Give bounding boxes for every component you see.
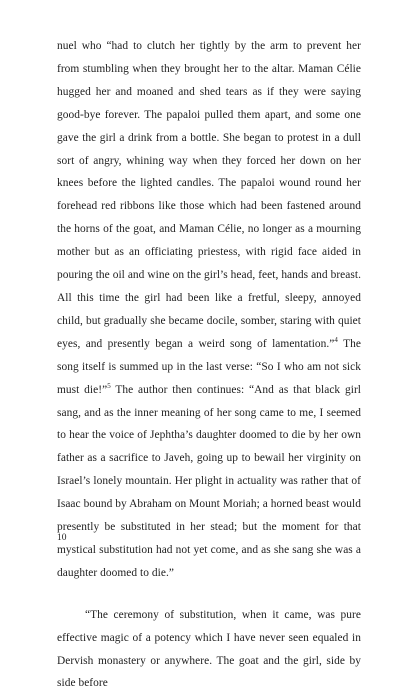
body-text	[57, 35, 361, 695]
paragraph-2-text-1: “The ceremony of substitution, when it came, was pure effective magic of a potency which I have never seen equaled in Dervish monastery or anywhere. The goat and the girl, side by side before	[57, 608, 361, 690]
footnote-marker-5: 5	[107, 381, 111, 390]
footnote-marker-4: 4	[334, 335, 338, 344]
paragraph-1-text-3: The author then continues: “And as that black girl sang, and as the inner meaning of her song came to me, I seemed to hear the voice of Jephtha’s daughter doomed to die by her own father as a sacrifice to Javeh, going up to bewail her virginity on Israel’s lonely mountain. Her plight in actuality was rather that of Isaac bound by Abraham on Mount Moriah; a horned beast would presently be substituted in her stead; but the moment for that mystical substitution had not yet come, and as she sang she was a daughter doomed to die.”	[57, 383, 362, 579]
paragraph-2	[57, 604, 361, 695]
page-number: 10	[57, 533, 67, 543]
paragraph-1-text-1: nuel who “had to clutch her tightly by the arm to prevent her from stumbling when they brought her to the altar. Maman Célie hugged her and moaned and shed tears as if they were saying good-bye forever. The papaloi pulled them apart, and some one gave the girl a drink from a bottle. She began to protest in a dull sort of angry, whining way when they forced her down on her knees before the lighted candles. The papaloi wound round her forehead red ribbons like those which had been fastened around the horns of the goat, and Maman Célie, no longer as a mourning mother but as an officiating priestess, with rigid face aided in pouring the oil and wine on the girl’s head, feet, hands and breast. All this time the girl had been like a fretful, sleepy, annoyed child, but gradually she became docile, somber, staring with quiet eyes, and presently began a weird song of lamentation.”	[57, 40, 361, 350]
paragraph-1	[57, 35, 361, 585]
paragraph-1-text-2: The song itself is summed up in the last verse: “So I who am not sick must die!”	[57, 337, 362, 396]
